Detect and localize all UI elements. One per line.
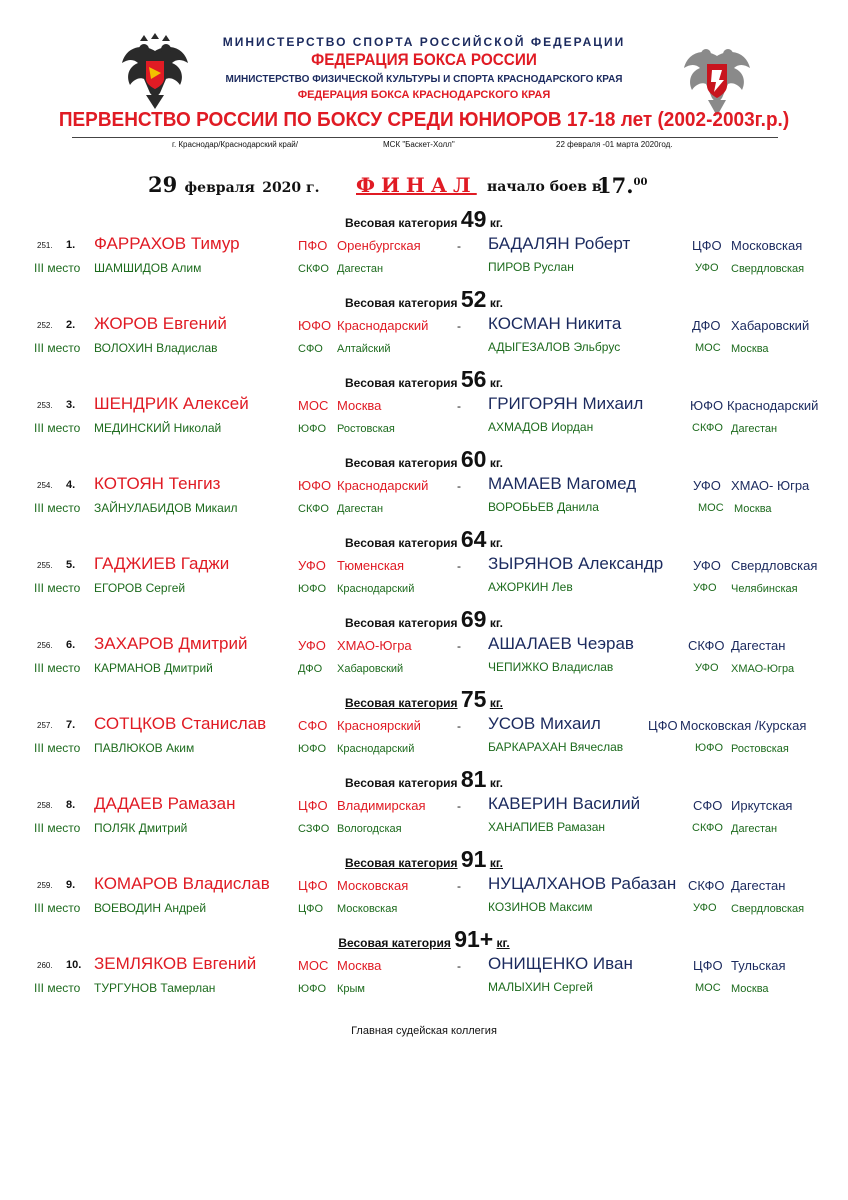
category-weight: 91 (460, 846, 487, 872)
category-label: Весовая категория (345, 296, 458, 310)
third-place-region: Вологодская (337, 823, 402, 835)
bout-number: 252. (37, 321, 53, 330)
red-corner-region: Тюменская (337, 558, 405, 573)
third-place-region: Дагестан (337, 263, 384, 275)
red-corner-region: Красноярский (337, 718, 421, 733)
blue-corner-district: ЦФО (692, 238, 722, 253)
category-weight: 75 (460, 686, 487, 712)
third-place-name: МАЛЫХИН Сергей (488, 980, 593, 994)
blue-corner-district: ЦФО (648, 718, 678, 733)
red-corner-region: Краснодарский (337, 478, 429, 493)
bout-number: 254. (37, 481, 53, 490)
kg-label: кг. (489, 536, 503, 550)
red-corner-district: УФО (298, 558, 326, 573)
red-corner-district: ЮФО (298, 478, 332, 493)
weight-category-heading (0, 846, 848, 873)
category-label: Весовая категория (345, 456, 458, 470)
category-label: Весовая категория (338, 936, 451, 950)
third-place-district: ЦФО (298, 903, 324, 915)
versus-dash: - (457, 319, 461, 333)
third-place-name: ПИРОВ Руслан (488, 260, 574, 274)
bout-number: 253. (37, 401, 53, 410)
bout-index: 9. (66, 879, 76, 891)
blue-corner-region: Московская /Курская (680, 718, 807, 733)
third-place-district: СЗФО (298, 823, 330, 835)
session-date (148, 172, 320, 197)
blue-corner-name: МАМАЕВ Магомед (488, 474, 637, 493)
weight-category-heading (0, 206, 848, 233)
blue-corner-district: ДФО (692, 318, 721, 333)
third-place-label: III место (34, 821, 81, 835)
third-place-region: Челябинская (731, 583, 798, 595)
third-place-district: СФО (298, 343, 323, 355)
third-place-name: ЧЕПИЖКО Владислав (488, 660, 614, 674)
third-place-district: МОС (695, 982, 721, 994)
versus-dash: - (457, 879, 461, 893)
versus-dash: - (457, 799, 461, 813)
session-day: 29 (148, 172, 178, 197)
kg-label: кг. (489, 456, 503, 470)
bout-index: 7. (66, 719, 76, 731)
category-label: Весовая категория (345, 696, 458, 710)
third-place-name: КОЗИНОВ Максим (488, 900, 593, 914)
third-place-name: БАРКАРАХАН Вячеслав (488, 740, 624, 754)
red-corner-name: ДАДАЕВ Рамазан (94, 794, 236, 813)
third-place-region: Москва (731, 343, 769, 355)
category-label: Весовая категория (345, 376, 458, 390)
red-corner-name: ГАДЖИЕВ Гаджи (94, 554, 230, 573)
third-place-region: Краснодарский (337, 743, 415, 755)
third-place-district: УФО (693, 902, 717, 914)
bout-number: 255. (37, 561, 53, 570)
third-place-district: СКФО (298, 263, 329, 275)
third-place-name: ВОРОБЬЕВ Данила (488, 500, 599, 514)
third-place-district: СКФО (692, 422, 723, 434)
third-place-district: МОС (698, 502, 724, 514)
blue-corner-name: НУЦАЛХАНОВ Рабазан (488, 874, 677, 893)
header-divider (72, 137, 778, 138)
versus-dash: - (457, 639, 461, 653)
red-corner-district: ЦФО (298, 878, 328, 893)
blue-corner-region: Московская (731, 238, 803, 253)
third-place-district: ЮФО (298, 983, 327, 995)
versus-dash: - (457, 479, 461, 493)
red-corner-district: МОС (298, 398, 329, 413)
third-place-region: Свердловская (731, 263, 805, 275)
third-place-region: Дагестан (731, 423, 778, 435)
third-place-label: III место (34, 901, 81, 915)
weight-category-heading (0, 606, 848, 633)
red-corner-region: Москва (337, 398, 382, 413)
third-place-name: АЖОРКИН Лев (488, 580, 573, 594)
third-place-district: УФО (695, 262, 719, 274)
third-place-district: СКФО (298, 503, 329, 515)
blue-corner-district: УФО (693, 558, 721, 573)
third-place-region: Краснодарский (337, 583, 415, 595)
red-corner-district: ПФО (298, 238, 328, 253)
red-corner-name: ЗАХАРОВ Дмитрий (94, 634, 248, 653)
red-corner-district: МОС (298, 958, 329, 973)
third-place-name: ЗАЙНУЛАБИДОВ Микаил (94, 501, 238, 515)
third-place-name: ПОЛЯК Дмитрий (94, 821, 188, 835)
third-place-region: ХМАО-Югра (731, 663, 795, 675)
third-place-name: ВОЛОХИН Владислав (94, 341, 218, 355)
championship-title: ПЕРВЕНСТВО РОССИИ ПО БОКСУ СРЕДИ ЮНИОРОВ 17-18 лет (2002-2003г.р.) (58, 109, 790, 131)
third-place-district: СКФО (692, 822, 723, 834)
bout-index: 5. (66, 559, 76, 571)
third-place-region: Московская (337, 903, 398, 915)
blue-corner-region: Свердловская (731, 558, 818, 573)
bout-index: 3. (66, 399, 76, 411)
start-label: начало боев в (487, 179, 602, 195)
third-place-label: III место (34, 981, 81, 995)
blue-corner-name: БАДАЛЯН Роберт (488, 234, 631, 253)
kg-label: кг. (489, 776, 503, 790)
kg-label: кг. (489, 696, 503, 710)
bout-index: 10. (66, 959, 82, 971)
third-place-label: III место (34, 421, 81, 435)
red-corner-region: Владимирская (337, 798, 426, 813)
red-corner-region: ХМАО-Югра (337, 638, 412, 653)
third-place-name: ВОЕВОДИН Андрей (94, 901, 207, 915)
third-place-label: III место (34, 581, 81, 595)
blue-corner-district: УФО (693, 478, 721, 493)
venue-text: МСК "Баскет-Холл" (383, 140, 455, 149)
third-place-region: Москва (734, 503, 772, 515)
third-place-region: Дагестан (337, 503, 384, 515)
blue-corner-name: АШАЛАЕВ Чеэрав (488, 634, 634, 653)
third-place-district: УФО (693, 582, 717, 594)
start-minutes: 00 (633, 177, 648, 188)
third-place-region: Дагестан (731, 823, 778, 835)
kg-label: кг. (489, 296, 503, 310)
third-place-name: АДЫГЕЗАЛОВ Эльбрус (488, 340, 621, 354)
blue-corner-region: Дагестан (731, 638, 786, 653)
category-weight: 69 (460, 606, 487, 632)
category-label: Весовая категория (345, 216, 458, 230)
bout-index: 6. (66, 639, 76, 651)
third-place-region: Крым (337, 983, 365, 995)
bout-number: 251. (37, 241, 53, 250)
bout-number: 258. (37, 801, 53, 810)
third-place-name: МЕДИНСКИЙ Николай (94, 421, 222, 435)
kg-label: кг. (496, 936, 510, 950)
federation-heading: ФЕДЕРАЦИЯ БОКСА РОССИИ (311, 50, 537, 69)
category-label: Весовая категория (345, 776, 458, 790)
red-corner-name: ШЕНДРИК Алексей (94, 394, 249, 413)
versus-dash: - (457, 239, 461, 253)
red-corner-name: ФАРРАХОВ Тимур (94, 234, 240, 253)
blue-corner-name: КОСМАН Никита (488, 314, 622, 333)
regional-ministry-heading: МИНИСТЕРСТВО ФИЗИЧЕСКОЙ КУЛЬТУРЫ И СПОРТА КРАСНОДАРСКОГО КРАЯ (225, 74, 623, 85)
versus-dash: - (457, 719, 461, 733)
bout-number: 256. (37, 641, 53, 650)
kg-label: кг. (489, 856, 503, 870)
third-place-name: КАРМАНОВ Дмитрий (94, 661, 213, 675)
red-corner-district: ЮФО (298, 318, 332, 333)
bout-number: 257. (37, 721, 53, 730)
weight-category-heading (0, 366, 848, 393)
red-corner-name: КОМАРОВ Владислав (94, 874, 270, 893)
versus-dash: - (457, 959, 461, 973)
third-place-label: III место (34, 661, 81, 675)
bout-index: 8. (66, 799, 76, 811)
category-weight: 64 (460, 526, 487, 552)
category-weight: 56 (460, 366, 487, 392)
kg-label: кг. (489, 616, 503, 630)
category-label: Весовая категория (345, 856, 458, 870)
third-place-region: Алтайский (337, 343, 391, 355)
red-corner-name: ЖОРОВ Евгений (94, 314, 227, 333)
bout-number: 260. (37, 961, 53, 970)
third-place-region: Москва (731, 983, 769, 995)
weight-category-heading (0, 686, 848, 713)
third-place-label: III место (34, 261, 81, 275)
bout-index: 1. (66, 239, 76, 251)
kg-label: кг. (489, 376, 503, 390)
blue-corner-name: КАВЕРИН Василий (488, 794, 641, 813)
bout-index: 4. (66, 479, 76, 491)
third-place-region: Хабаровский (337, 663, 404, 675)
session-month: февраля (184, 180, 255, 196)
category-weight: 60 (460, 446, 487, 472)
category-weight: 49 (460, 206, 487, 232)
versus-dash: - (457, 399, 461, 413)
blue-corner-district: СФО (693, 798, 723, 813)
third-place-district: ЮФО (298, 743, 327, 755)
weight-category-heading (0, 446, 848, 473)
red-corner-district: УФО (298, 638, 326, 653)
blue-corner-name: ГРИГОРЯН Михаил (488, 394, 644, 413)
blue-corner-district: СКФО (688, 638, 725, 653)
third-place-name: ТУРГУНОВ Тамерлан (94, 981, 216, 995)
blue-corner-region: Хабаровский (731, 318, 810, 333)
weight-category-heading (0, 286, 848, 313)
category-label: Весовая категория (345, 616, 458, 630)
blue-corner-name: ЗЫРЯНОВ Александр (488, 554, 664, 573)
third-place-label: III место (34, 501, 81, 515)
third-place-district: ДФО (298, 663, 323, 675)
footer-text: Главная судейская коллегия (351, 1025, 497, 1037)
third-place-name: ХАНАПИЕВ Рамазан (488, 820, 606, 834)
blue-corner-district: ЮФО (690, 398, 724, 413)
category-label: Весовая категория (345, 536, 458, 550)
red-corner-name: СОТЦКОВ Станислав (94, 714, 267, 733)
third-place-name: ШАМШИДОВ Алим (94, 261, 202, 275)
third-place-district: ЮФО (298, 423, 327, 435)
location-text: г. Краснодар/Краснодарский край/ (172, 140, 298, 149)
session-year: 2020 г. (262, 180, 320, 196)
third-place-label: III место (34, 341, 81, 355)
third-place-label: III место (34, 741, 81, 755)
third-place-name: АХМАДОВ Иордан (488, 420, 594, 434)
blue-corner-name: УСОВ Михаил (488, 714, 601, 733)
third-place-region: Свердловская (731, 903, 805, 915)
red-corner-region: Оренбургская (337, 238, 421, 253)
versus-dash: - (457, 559, 461, 573)
start-hour: 17. (597, 173, 634, 198)
red-corner-district: СФО (298, 718, 328, 733)
third-place-district: УФО (695, 662, 719, 674)
red-corner-region: Москва (337, 958, 382, 973)
blue-corner-region: Иркутская (731, 798, 793, 813)
regional-federation-heading: ФЕДЕРАЦИЯ БОКСА КРАСНОДАРСКОГО КРАЯ (297, 89, 551, 101)
blue-corner-district: СКФО (688, 878, 725, 893)
bout-number: 259. (37, 881, 53, 890)
blue-corner-district: ЦФО (693, 958, 723, 973)
third-place-region: Ростовская (731, 743, 789, 755)
red-corner-name: ЗЕМЛЯКОВ Евгений (94, 954, 257, 973)
kg-label: кг. (489, 216, 503, 230)
third-place-name: ПАВЛЮКОВ Аким (94, 741, 195, 755)
weight-category-heading (0, 526, 848, 553)
blue-corner-region: Дагестан (731, 878, 786, 893)
red-corner-district: ЦФО (298, 798, 328, 813)
third-place-district: ЮФО (695, 742, 724, 754)
bout-index: 2. (66, 319, 76, 331)
category-weight: 52 (460, 286, 487, 312)
weight-category-heading (0, 926, 848, 953)
red-corner-name: КОТОЯН Тенгиз (94, 474, 221, 493)
blue-corner-region: Тульская (731, 958, 786, 973)
third-place-district: МОС (695, 342, 721, 354)
category-weight: 91+ (454, 926, 494, 952)
dates-text: 22 февраля -01 марта 2020год. (556, 140, 673, 149)
red-corner-region: Московская (337, 878, 409, 893)
blue-corner-region: ХМАО- Югра (731, 478, 810, 493)
ministry-heading: МИНИСТЕРСТВО СПОРТА РОССИЙСКОЙ ФЕДЕРАЦИИ (222, 35, 626, 49)
blue-corner-region: Краснодарский (727, 398, 819, 413)
third-place-name: ЕГОРОВ Сергей (94, 581, 186, 595)
third-place-district: ЮФО (298, 583, 327, 595)
third-place-region: Ростовская (337, 423, 395, 435)
blue-corner-name: ОНИЩЕНКО Иван (488, 954, 633, 973)
red-corner-region: Краснодарский (337, 318, 429, 333)
start-time (597, 173, 647, 198)
stage-label: ФИНАЛ (356, 173, 477, 197)
category-weight: 81 (460, 766, 487, 792)
weight-category-heading (0, 766, 848, 793)
